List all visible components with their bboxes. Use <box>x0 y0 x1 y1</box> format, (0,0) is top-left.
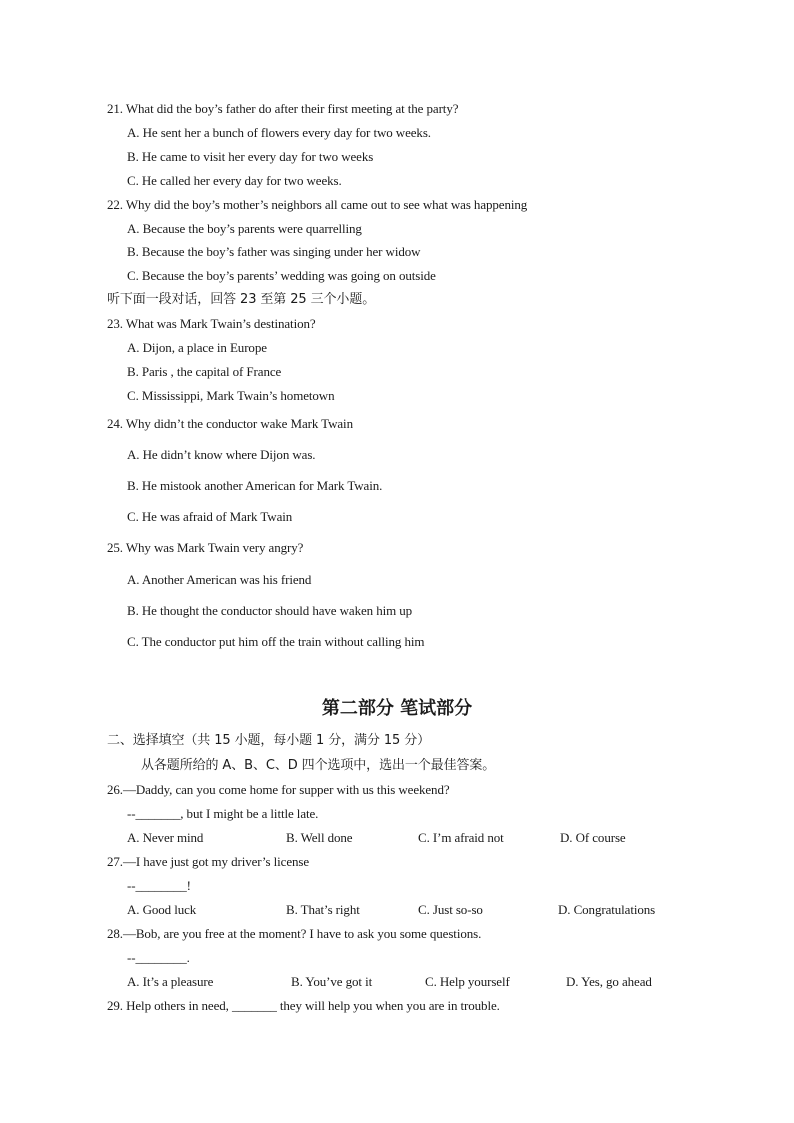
q21-stem: 21. What did the boy’s father do after their first meeting at the party? <box>107 101 459 116</box>
q23-option-a: A. Dijon, a place in Europe <box>127 340 267 355</box>
q23-stem: 23. What was Mark Twain’s destination? <box>107 316 316 331</box>
q23-option-b: B. Paris , the capital of France <box>127 364 282 379</box>
q24-stem: 24. Why didn’t the conductor wake Mark Twain <box>107 416 353 431</box>
q25-option-a: A. Another American was his friend <box>127 572 312 587</box>
q26-reply: --_______, but I might be a little late. <box>127 806 319 821</box>
q25-stem: 25. Why was Mark Twain very angry? <box>107 540 304 555</box>
section2-heading: 二、选择填空（共 15 小题，每小题 1 分，满分 15 分） <box>107 733 431 748</box>
q21-option-a: A. He sent her a bunch of flowers every day for two weeks. <box>127 125 431 140</box>
q28-option-c: C. Help yourself <box>425 974 510 989</box>
q27-option-a: A. Good luck <box>127 902 197 917</box>
q28-option-a: A. It’s a pleasure <box>127 974 214 989</box>
q26-option-b: B. Well done <box>286 830 353 845</box>
q28-stem: 28.—Bob, are you free at the moment? I have to ask you some questions. <box>107 926 482 941</box>
q28-option-b: B. You’ve got it <box>291 974 373 989</box>
q27-stem: 27.—I have just got my driver’s license <box>107 854 310 869</box>
q27-option-c: C. Just so-so <box>418 902 483 917</box>
q29-stem: 29. Help others in need, _______ they will help you when you are in trouble. <box>107 998 500 1013</box>
section2-instruction: 从各题所给的 A、B、C、D 四个选项中，选出一个最佳答案。 <box>141 758 496 773</box>
q21-option-c: C. He called her every day for two weeks. <box>127 173 342 188</box>
q25-option-c: C. The conductor put him off the train without calling him <box>127 634 425 649</box>
q24-option-b: B. He mistook another American for Mark Twain. <box>127 478 383 493</box>
q24-option-c: C. He was afraid of Mark Twain <box>127 509 293 524</box>
q22-stem: 22. Why did the boy’s mother’s neighbors all came out to see what was happening <box>107 197 528 212</box>
q27-reply: --________! <box>127 878 191 893</box>
q26-options <box>0 830 794 846</box>
q28-option-d: D. Yes, go ahead <box>566 974 652 989</box>
q27-option-d: D. Congratulations <box>558 902 656 917</box>
q25-option-b: B. He thought the conductor should have waken him up <box>127 603 413 618</box>
q22-option-b: B. Because the boy’s father was singing under her widow <box>127 244 421 259</box>
listening-instruction: 听下面一段对话，回答 23 至第 25 三个小题。 <box>107 292 376 307</box>
q26-option-c: C. I’m afraid not <box>418 830 504 845</box>
q27-option-b: B. That’s right <box>286 902 360 917</box>
q27-options <box>0 902 794 918</box>
q22-option-a: A. Because the boy’s parents were quarrelling <box>127 221 362 236</box>
q28-options <box>0 974 794 990</box>
q23-option-c: C. Mississippi, Mark Twain’s hometown <box>127 388 335 403</box>
q22-option-c: C. Because the boy’s parents’ wedding was going on outside <box>127 268 436 283</box>
q28-reply: --________. <box>127 950 190 965</box>
q24-option-a: A. He didn’t know where Dijon was. <box>127 447 316 462</box>
q26-option-d: D. Of course <box>560 830 626 845</box>
q26-option-a: A. Never mind <box>127 830 204 845</box>
part2-title: 第二部分 笔试部分 <box>321 698 473 719</box>
q21-option-b: B. He came to visit her every day for two weeks <box>127 149 374 164</box>
q26-stem: 26.—Daddy, can you come home for supper with us this weekend? <box>107 782 450 797</box>
